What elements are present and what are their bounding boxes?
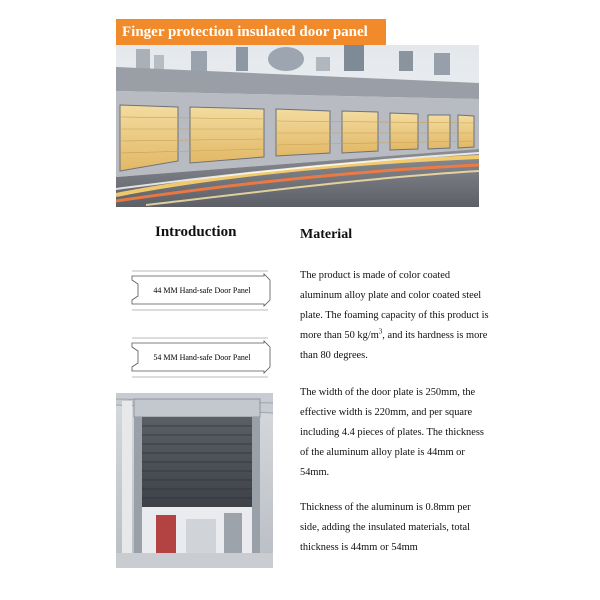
panel-44mm-drawing (128, 268, 273, 312)
page-banner: Finger protection insulated door panel (116, 19, 386, 45)
material-heading: Material (300, 227, 353, 242)
material-paragraph-2: The width of the door plate is 250mm, the effective width is 220mm, and per square including 4.4 pieces of plates. The thickness of the aluminum alloy plate is 44mm or 54mm. (300, 387, 484, 478)
panel-54mm-label: 54 MM Hand-safe Door Panel (153, 353, 251, 362)
introduction-heading: Introduction (155, 224, 237, 240)
panel-54mm-drawing (128, 335, 273, 379)
high-speed-door-photo (116, 393, 273, 568)
material-paragraph-1: The product is made of color coated aluminum alloy plate and color coated steel plate. The foaming capacity of this product is more than 50 $kg/m^3$, and its hardness is more than 80 degrees. (300, 270, 489, 361)
material-paragraph-3: Thickness of the aluminum is 0.8mm per side, adding the insulated materials, total thickness is 44mm or 54mm (300, 502, 471, 553)
hero-building-photo (116, 45, 479, 207)
panel-44mm-label: 44 MM Hand-safe Door Panel (153, 286, 251, 295)
